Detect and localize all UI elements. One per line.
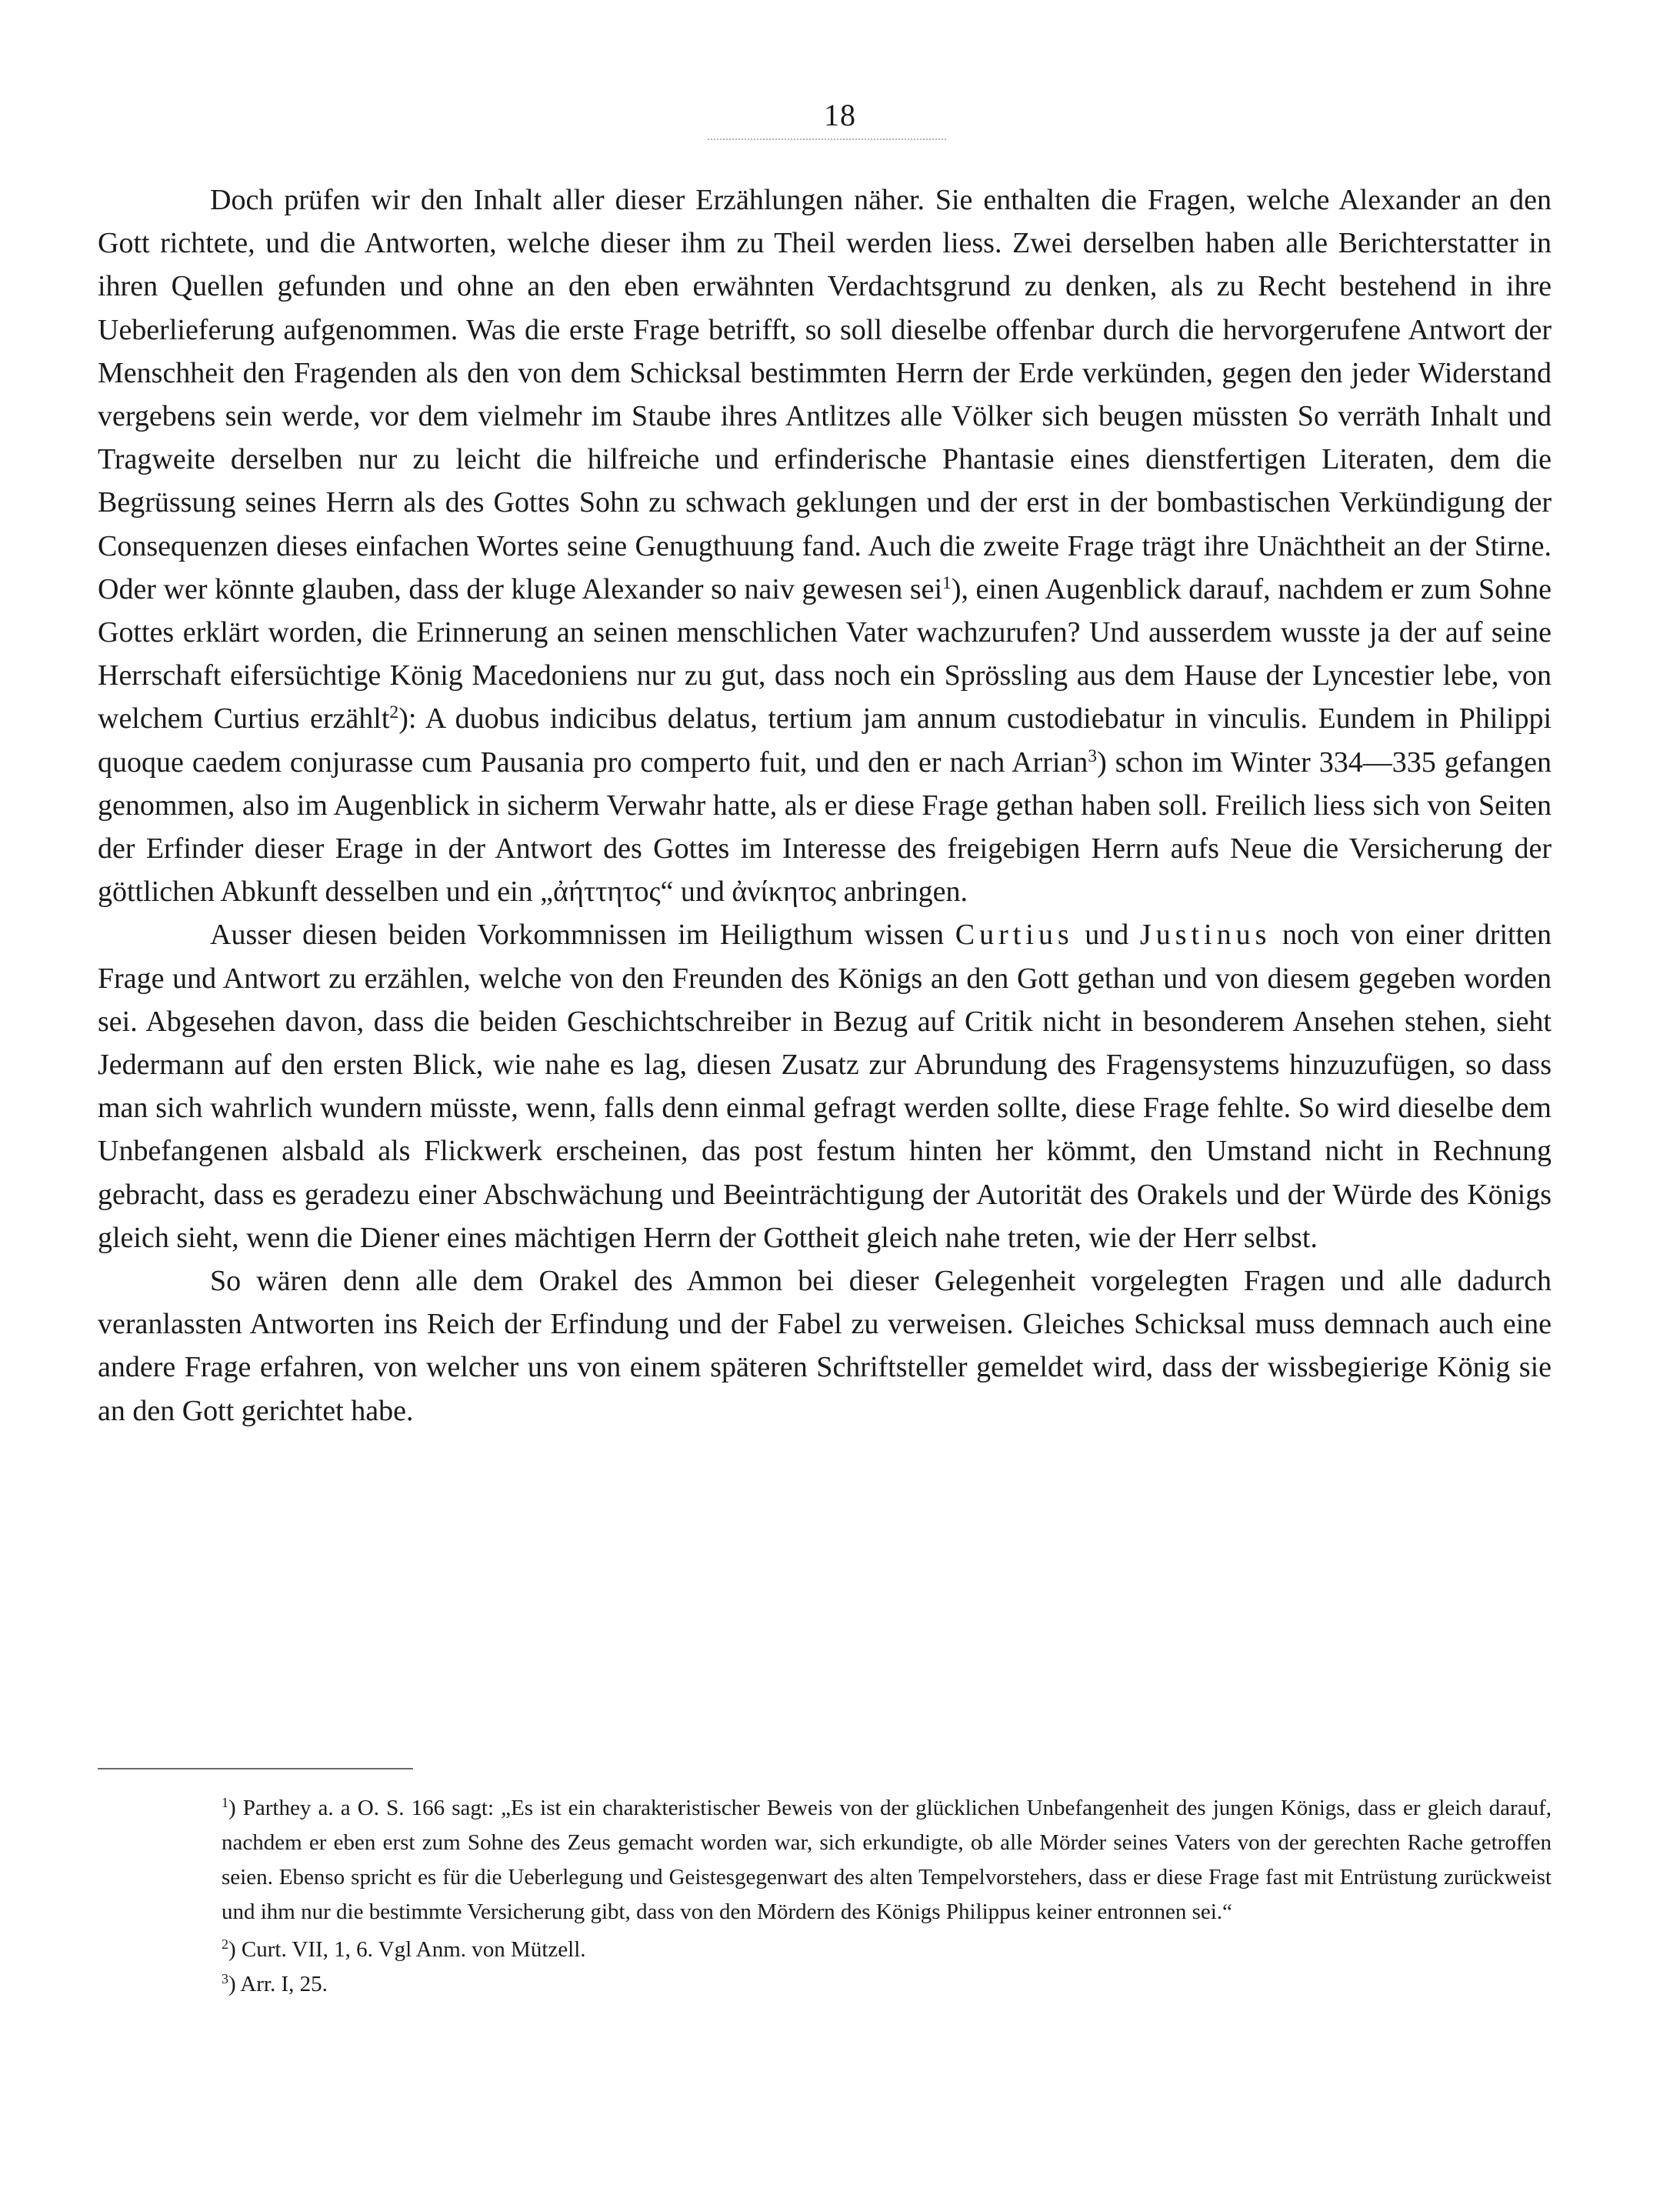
- author-name-justinus: Justinus: [1139, 919, 1272, 952]
- footnote-mark-1: 1: [222, 1795, 228, 1811]
- footnote-1-text: ) Parthey a. a O. S. 166 sagt: „Es ist ein charakteristischer Beweis von der glücklichen Unbefangenheit des jungen Königs, dass er gleich darauf, nachdem er eben erst zum Sohne des Zeus gemacht worden war, sich erkundigte, ob alle Mörder seines Vaters von der gerechten Rache getroffen seien. Ebenso spricht es für die Ueberlegung und Geistesgegenwart des alten Tempelvorstehers, dass er diese Frage fast mit Entrüstung zurückweist und ihm nur die bestimmte Versicherung gibt, dass von den Mördern des Königs Philippus keiner entronnen sei.“: [222, 1796, 1552, 1924]
- footnote-ref-1[interactable]: 1: [942, 572, 952, 593]
- footnote-mark-2: 2: [222, 1936, 228, 1953]
- paragraph-2-text-b: und: [1073, 919, 1140, 952]
- footnote-1: [222, 1791, 1552, 1930]
- paragraph-3-text: So wären denn alle dem Orakel des Ammon bei dieser Gelegenheit vorgelegten Fragen und alle dadurch veranlassten Antworten ins Reich der Erfindung und der Fabel zu verweisen. Gleiches Schicksal muss demnach auch eine andere Frage erfahren, von welcher uns von einem späteren Schriftsteller gemeldet wird, dass der wissbegierige König sie an den Gott gerichtet habe.: [98, 1265, 1552, 1427]
- footnote-divider: [98, 1768, 413, 1769]
- footnote-2: [222, 1933, 1552, 1967]
- author-name-curtius: Curtius: [955, 919, 1074, 952]
- paragraph-1-text-c: ): A duobus indicibus delatus, tertium jam annum custodiebatur in vinculis. Eundem in Philippi quoque caedem conjurasse cum Pausania pro comperto fuit, und den er nach Arrian: [98, 702, 1552, 779]
- footnotes: [222, 1791, 1552, 2002]
- footnote-mark-3: 3: [222, 1971, 228, 1987]
- paragraph-2-text-c: noch von einer dritten Frage und Antwort zu erzählen, welche von den Freunden des Königs an den Gott gethan und von diesem gegeben worden sei. Abgesehen davon, dass die beiden Geschichtschreiber in Bezug auf Critik nicht in besonderem Ansehen stehen, sieht Jedermann auf den ersten Blick, wie nahe es lag, diesen Zusatz zur Abrundung des Fragensystems hinzuzufügen, so dass man sich wahrlich wundern müsste, wenn, falls denn einmal gefragt werden sollte, diese Frage fehlte. So wird dieselbe dem Unbefangenen alsbald als Flickwerk erscheinen, das post festum hinten her kömmt, den Umstand nicht in Rechnung gebracht, dass es geradezu einer Abschwächung und Beeinträchtigung der Autorität des Orakels und der Würde des Königs gleich sieht, wenn die Diener eines mächtigen Herrn der Gottheit gleich nahe treten, wie der Herr selbst.: [98, 919, 1552, 1254]
- page-number: 18: [824, 98, 856, 132]
- footnote-ref-2[interactable]: 2: [389, 702, 399, 723]
- paragraph-3: [98, 1259, 1552, 1433]
- header-divider: [708, 138, 946, 140]
- footnote-3: [222, 1967, 1552, 2002]
- paragraph-1-text-a: Doch prüfen wir den Inhalt aller dieser Erzählungen näher. Sie enthalten die Fragen, welche Alexander an den Gott richtete, und die Antworten, welche dieser ihm zu Theil werden liess. Zwei derselben haben alle Berichterstatter in ihren Quellen gefunden und ohne an den eben erwähnten Verdachtsgrund zu denken, als zu Recht bestehend in ihre Ueberlieferung aufgenommen. Was die erste Frage betrifft, so soll dieselbe offenbar durch die hervorgerufene Antwort der Menschheit den Fragenden als den von dem Schicksal bestimmten Herrn der Erde verkünden, gegen den jeder Widerstand vergebens sein werde, vor dem vielmehr im Staube ihres Antlitzes alle Völker sich beugen müssten So verräth Inhalt und Tragweite derselben nur zu leicht die hilfreiche und erfinderische Phantasie eines dienstfertigen Literaten, dem die Begrüssung seines Herrn als des Gottes Sohn zu schwach geklungen und der erst in der bombastischen Verkündigung der Consequenzen dieses einfachen Wortes seine Genugthuung fand. Auch die zweite Frage trägt ihre Unächtheit an der Stirne. Oder wer könnte glauben, dass der kluge Alexander so naiv gewesen sei: [98, 184, 1552, 605]
- paragraph-2: [98, 913, 1552, 1259]
- main-text: [98, 178, 1552, 1433]
- footnote-ref-3[interactable]: 3: [1088, 745, 1098, 766]
- paragraph-1: [98, 178, 1552, 913]
- footnote-2-text: ) Curt. VII, 1, 6. Vgl Anm. von Mützell.: [228, 1937, 586, 1962]
- paragraph-2-text-a: Ausser diesen beiden Vorkommnissen im Heiligthum wissen: [210, 919, 955, 952]
- paragraph-1-text-d: ) schon im Winter 334—335 gefangen genommen, also im Augenblick in sicherm Verwahr hatte, als er diese Frage gethan haben soll. Freilich liess sich von Seiten der Erfinder dieser Erage in der Antwort des Gottes im Interesse des freigebigen Herrn aufs Neue die Versicherung der göttlichen Abkunft desselben und ein „ἀήττητος“ und ἀνίκητος anbringen.: [98, 745, 1552, 909]
- paragraph-1-text-b: ), einen Augenblick darauf, nachdem er zum Sohne Gottes erklärt worden, die Erinnerung an seinen menschlichen Vater wachzurufen? Und ausserdem wusste ja der auf seine Herrschaft eifersüchtige König Macedoniens nur zu gut, dass noch ein Sprössling aus dem Hause der Lyncestier lebe, von welchem Curtius erzählt: [98, 572, 1552, 735]
- footnote-3-text: ) Arr. I, 25.: [228, 1972, 328, 1996]
